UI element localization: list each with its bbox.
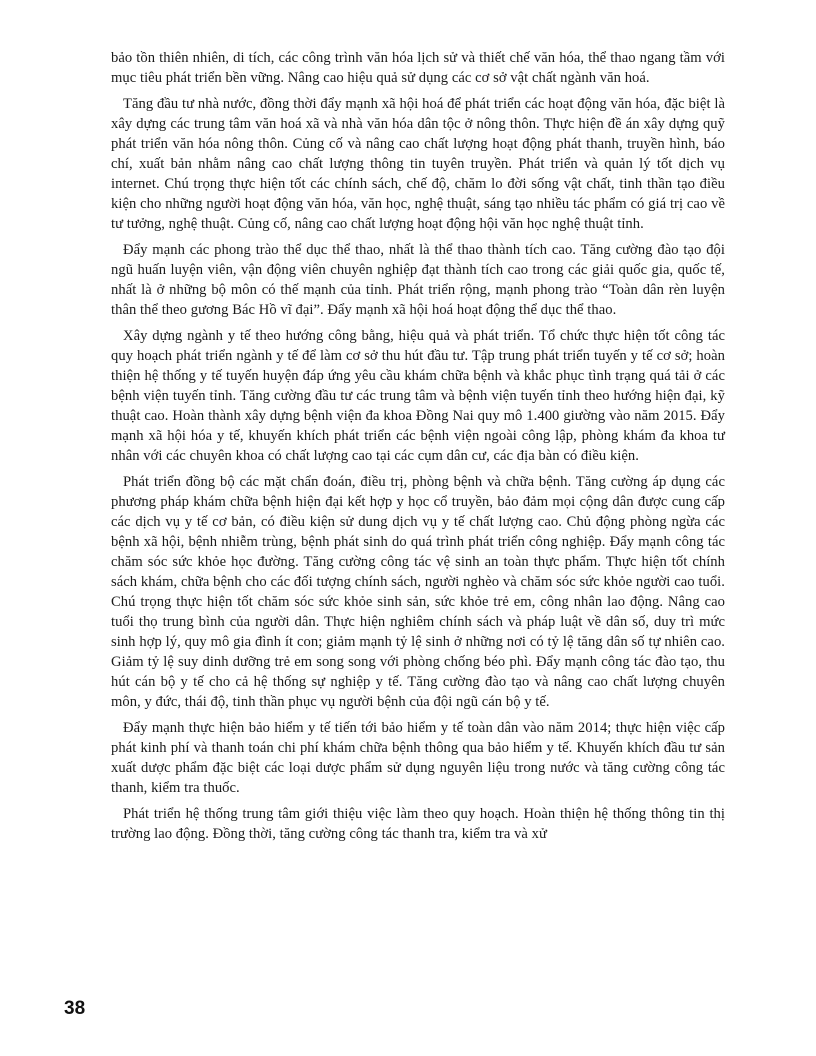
paragraph-7: Phát triển hệ thống trung tâm giới thiệu việc làm theo quy hoạch. Hoàn thiện hệ thống thông tin thị trường lao động. Đồng thời, tăng cường công tác thanh tra, kiểm tra và xử bbox=[111, 806, 725, 842]
paragraph-2: Tăng đầu tư nhà nước, đồng thời đẩy mạnh xã hội hoá để phát triển các hoạt động văn hóa, đặc biệt là xây dựng các trung tâm văn hoá xã và nhà văn hóa dân tộc ở nông thôn. Thực hiện đề án xây dựng quỹ phát triển văn hóa nông thôn. Củng cố và nâng cao chất lượng hoạt động phát thanh, truyền hình, báo chí, xuất bản nhằm nâng cao chất lượng thông tin tuyên truyền. Phát triển và quản lý tốt dịch vụ internet. Chú trọng thực hiện tốt các chính sách, chế độ, chăm lo đời sống vật chất, tinh thần tạo điều kiện cho những người hoạt động văn hóa, văn học, nghệ thuật, sáng tạo nhiều tác phẩm có giá trị cao về tư tưởng, nghệ thuật. Củng cố, nâng cao chất lượng hoạt động hội văn học nghệ thuật tỉnh. bbox=[111, 96, 725, 232]
page-number: 38 bbox=[64, 998, 86, 1019]
body-text bbox=[111, 48, 725, 850]
paragraph-1: bảo tồn thiên nhiên, di tích, các công trình văn hóa lịch sử và thiết chế văn hóa, thể thao ngang tầm với mục tiêu phát triển bền vững. Nâng cao hiệu quả sử dụng các cơ sở vật chất ngành văn hoá. bbox=[111, 50, 725, 86]
paragraph-5: Phát triển đồng bộ các mặt chẩn đoán, điều trị, phòng bệnh và chữa bệnh. Tăng cường áp dụng các phương pháp khám chữa bệnh hiện đại kết hợp y học cổ truyền, bảo đảm mọi cộng dân được cung cấp các dịch vụ y tế cơ bản, có điều kiện sử dung dịch vụ y tế chất lượng cao. Chủ động phòng ngừa các bệnh xã hội, bệnh nhiễm trùng, bệnh phát sinh do quá trình phát triển công nghiệp. Đẩy mạnh công tác chăm sóc sức khỏe học đường. Tăng cường công tác vệ sinh an toàn thực phẩm. Thực hiện tốt chính sách khám, chữa bệnh cho các đối tượng chính sách, người nghèo và chăm sóc sức khỏe người cao tuổi. Chú trọng thực hiện tốt chăm sóc sức khỏe sinh sản, sức khỏe trẻ em, công nhân lao động. Nâng cao tuổi thọ trung bình của người dân. Thực hiện nghiêm chính sách và pháp luật về dân số, duy trì mức sinh hợp lý, quy mô gia đình ít con; giảm mạnh tỷ lệ sinh ở những nơi có tỷ lệ tăng dân số tự nhiên cao. Giảm tỷ lệ suy dinh dưỡng trẻ em song song với phòng chống béo phì. Đẩy mạnh công tác đào tạo, thu hút cán bộ y tế cho cả hệ thống sự nghiệp y tế. Tăng cường đào tạo và nâng cao chất lượng chuyên môn, y đức, thái độ, tinh thần phục vụ người bệnh của đội ngũ cán bộ y tế. bbox=[111, 474, 725, 710]
paragraph-6: Đẩy mạnh thực hiện bảo hiểm y tế tiến tới bảo hiểm y tế toàn dân vào năm 2014; thực hiện việc cấp phát kinh phí và thanh toán chi phí khám chữa bệnh thông qua bảo hiểm y tế. Khuyến khích đầu tư sản xuất dược phẩm đặc biệt các loại dược phẩm sử dụng nguyên liệu trong nước và tăng cường công tác thanh, kiểm tra thuốc. bbox=[111, 720, 725, 796]
paragraph-3: Đẩy mạnh các phong trào thể dục thể thao, nhất là thể thao thành tích cao. Tăng cường đào tạo đội ngũ huấn luyện viên, vận động viên chuyên nghiệp đạt thành tích cao trong các giải quốc gia, quốc tế, nhất là ở những bộ môn có thế mạnh của tỉnh. Phát triển rộng, mạnh phong trào “Toàn dân rèn luyện thân thể theo gương Bác Hồ vĩ đại”. Đẩy mạnh xã hội hoá hoạt động thể dục thể thao. bbox=[111, 242, 725, 318]
paragraph-4: Xây dựng ngành y tế theo hướng công bằng, hiệu quả và phát triển. Tổ chức thực hiện tốt công tác quy hoạch phát triển ngành y tế để làm cơ sở thu hút đầu tư. Tập trung phát triển tuyến y tế cơ sở; hoàn thiện hệ thống y tế tuyến huyện đáp ứng yêu cầu khám chữa bệnh và khắc phục tình trạng quá tải ở các bệnh viện tuyến tỉnh. Tăng cường đầu tư các trung tâm và bệnh viện tuyến tỉnh theo hướng hiện đại, kỹ thuật cao. Hoàn thành xây dựng bệnh viện đa khoa Đồng Nai quy mô 1.400 giường vào năm 2015. Đẩy mạnh xã hội hóa y tế, khuyến khích phát triển các bệnh viện ngoài công lập, phòng khám đa khoa tư nhân với các chuyên khoa có chất lượng cao tại các cụm dân cư, các địa bàn có điều kiện. bbox=[111, 328, 725, 464]
